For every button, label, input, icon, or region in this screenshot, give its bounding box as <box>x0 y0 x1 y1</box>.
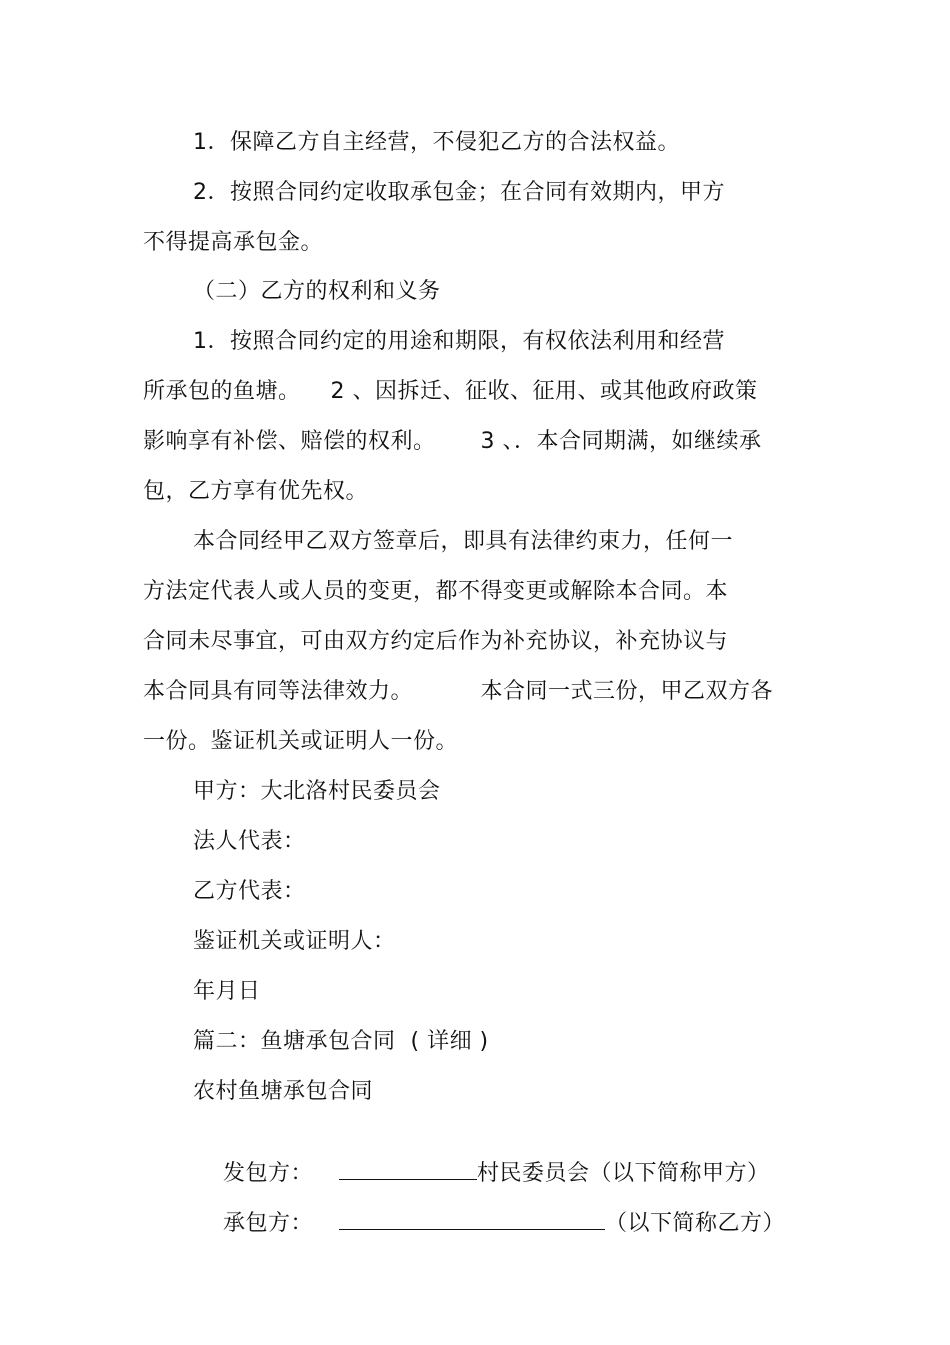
witness-line: 鉴证机关或证明人： <box>193 929 396 954</box>
party-a-line: 甲方：大北洛村民委员会 <box>193 779 441 804</box>
lessee-suffix: （以下简称乙方） <box>605 1211 786 1236</box>
clause-line: 所承包的鱼塘。 2 、因拆迁、征收、征用、或其他政府政策 <box>143 379 758 404</box>
clause-line: 方法定代表人或人员的变更，都不得变更或解除本合同。本 <box>143 579 729 604</box>
clause-line: 1．保障乙方自主经营，不侵犯乙方的合法权益。 <box>193 130 680 155</box>
clause-line: 本合同具有同等法律效力。 本合同一式三份，甲乙双方各 <box>143 679 773 704</box>
legal-rep-line: 法人代表： <box>193 829 306 854</box>
lessee-label: 承包方： <box>222 1211 313 1236</box>
contractor-suffix: 村民委员会（以下简称甲方） <box>477 1161 770 1186</box>
date-line: 年月日 <box>193 979 261 1004</box>
contractor-label: 发包方： <box>222 1161 313 1186</box>
lessee-line <box>193 1177 785 1269</box>
contract-title: 农村鱼塘承包合同 <box>193 1079 374 1104</box>
clause-line: 合同未尽事宜，可由双方约定后作为补充协议，补充协议与 <box>143 629 729 654</box>
lessee-blank <box>339 1207 605 1230</box>
party-b-rep-line: 乙方代表： <box>193 879 306 904</box>
clause-line: 一份。鉴证机关或证明人一份。 <box>143 729 459 754</box>
clause-line: 1．按照合同约定的用途和期限，有权依法利用和经营 <box>193 329 725 354</box>
clause-line: 本合同经甲乙双方签章后，即具有法律约束力，任何一 <box>193 529 734 554</box>
section-heading: （二）乙方的权利和义务 <box>193 279 441 304</box>
clause-line: 2．按照合同约定收取承包金；在合同有效期内，甲方 <box>193 180 725 205</box>
clause-line: 影响享有补偿、赔偿的权利。 3 、．本合同期满，如继续承 <box>143 429 762 454</box>
clause-line: 不得提高承包金。 <box>143 230 324 255</box>
clause-line: 包，乙方享有优先权。 <box>143 479 369 504</box>
chapter-heading: 篇二：鱼塘承包合同 ( 详细 ) <box>193 1029 489 1054</box>
